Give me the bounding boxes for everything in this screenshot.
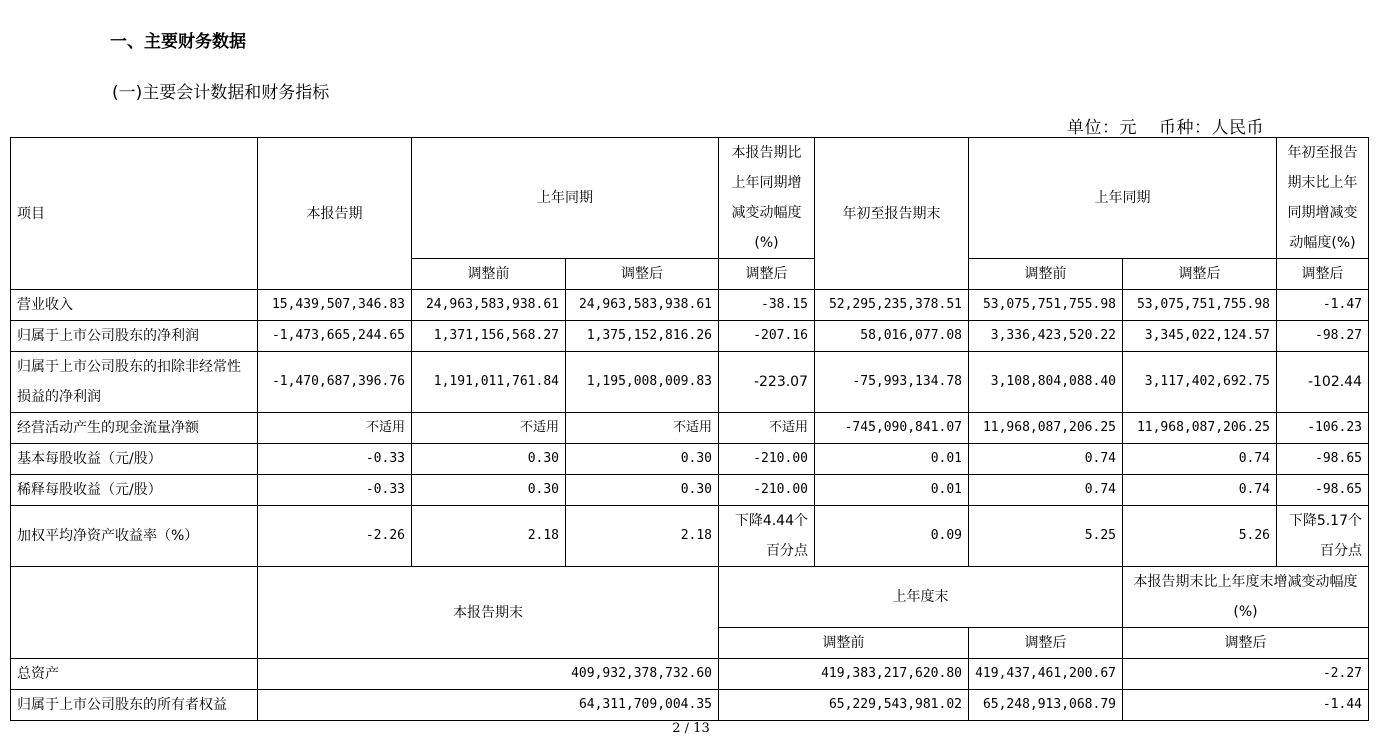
subsection-title: (一)主要会计数据和财务指标 [112,83,330,103]
row-value: 53,075,751,755.98 [969,290,1123,321]
row-value: -1,470,687,396.76 [258,352,412,413]
row-value: -1,473,665,244.65 [258,321,412,352]
row-value: 0.30 [566,444,719,475]
header-before-adj-ytd: 调整前 [969,259,1123,290]
row-value: 3,108,804,088.40 [969,352,1123,413]
currency-label: 币种：人民币 [1159,118,1264,138]
balance-item-label: 归属于上市公司股东的所有者权益 [11,690,258,721]
row-value: 11,968,087,206.25 [969,413,1123,444]
unit-label: 单位：元 [1067,118,1137,138]
balance-value: 65,229,543,981.02 [719,690,969,721]
row-value: 0.30 [412,444,566,475]
row-value: 3,345,022,124.57 [1123,321,1277,352]
row-item-label: 加权平均净资产收益率（%） [11,506,258,567]
row-value: 24,963,583,938.61 [412,290,566,321]
row-item-label: 经营活动产生的现金流量净额 [11,413,258,444]
row-value: -745,090,841.07 [815,413,969,444]
row-value: 53,075,751,755.98 [1123,290,1277,321]
balance-header-period-end: 本报告期末 [258,567,719,659]
balance-header-change: 本报告期末比上年度末增减变动幅度(%) [1123,567,1369,628]
row-value: -98.27 [1277,321,1369,352]
unit-note [1067,113,1264,138]
row-value: -223.07 [719,352,815,413]
header-after-adj: 调整后 [566,259,719,290]
table-row [11,321,1369,352]
row-value: 0.01 [815,444,969,475]
row-value: -0.33 [258,475,412,506]
header-current: 本报告期 [258,138,412,290]
row-value: -210.00 [719,444,815,475]
header-change-ytd: 年初至报告期末比上年同期增减变动幅度(%) [1277,138,1369,259]
row-value: 0.30 [566,475,719,506]
row-value: 52,295,235,378.51 [815,290,969,321]
row-value: -75,993,134.78 [815,352,969,413]
row-item-label: 营业收入 [11,290,258,321]
table-row [11,290,1369,321]
row-value: 15,439,507,346.83 [258,290,412,321]
balance-header-before-adj: 调整前 [719,628,969,659]
row-value: 0.74 [1123,475,1277,506]
row-item-label: 归属于上市公司股东的扣除非经常性损益的净利润 [11,352,258,413]
row-value: -1.47 [1277,290,1369,321]
row-value: 11,968,087,206.25 [1123,413,1277,444]
row-value: 58,016,077.08 [815,321,969,352]
row-value: 5.25 [969,506,1123,567]
row-value: 24,963,583,938.61 [566,290,719,321]
table-row [11,413,1369,444]
row-value: 不适用 [412,413,566,444]
balance-header-prior-year-end: 上年度末 [719,567,1123,628]
balance-item-label: 总资产 [11,659,258,690]
balance-value: -2.27 [1123,659,1369,690]
row-item-label: 基本每股收益（元/股） [11,444,258,475]
balance-header-after-adj: 调整后 [969,628,1123,659]
row-value: -98.65 [1277,475,1369,506]
balance-header-after-adj-change: 调整后 [1123,628,1369,659]
table-row [11,444,1369,475]
row-value: 下降5.17个百分点 [1277,506,1369,567]
table-row [11,506,1369,567]
balance-value: 419,437,461,200.67 [969,659,1123,690]
header-after-adj-change: 调整后 [719,259,815,290]
row-value: -0.33 [258,444,412,475]
row-value: 1,195,008,009.83 [566,352,719,413]
row-value: 5.26 [1123,506,1277,567]
table-row [11,475,1369,506]
row-item-label: 归属于上市公司股东的净利润 [11,321,258,352]
header-after-adj-change-ytd: 调整后 [1277,259,1369,290]
row-value: -98.65 [1277,444,1369,475]
financial-data-table [10,137,1369,721]
row-value: 1,191,011,761.84 [412,352,566,413]
balance-header-item [11,567,258,659]
row-value: 2.18 [566,506,719,567]
header-prior-same: 上年同期 [412,138,719,259]
row-value: 不适用 [719,413,815,444]
row-value: -210.00 [719,475,815,506]
balance-value: 409,932,378,732.60 [258,659,719,690]
balance-value: 419,383,217,620.80 [719,659,969,690]
row-value: -106.23 [1277,413,1369,444]
balance-value: 64,311,709,004.35 [258,690,719,721]
header-item: 项目 [11,138,258,290]
balance-value: 65,248,913,068.79 [969,690,1123,721]
balance-value: -1.44 [1123,690,1369,721]
page-number: 2 / 13 [672,721,710,736]
row-value: 2.18 [412,506,566,567]
header-ytd: 年初至报告期末 [815,138,969,290]
row-value: 0.01 [815,475,969,506]
row-value: 1,371,156,568.27 [412,321,566,352]
header-before-adj: 调整前 [412,259,566,290]
header-after-adj-ytd: 调整后 [1123,259,1277,290]
row-value: -2.26 [258,506,412,567]
row-value: 不适用 [566,413,719,444]
row-value: -102.44 [1277,352,1369,413]
row-value: 0.09 [815,506,969,567]
row-value: 3,117,402,692.75 [1123,352,1277,413]
row-value: 1,375,152,816.26 [566,321,719,352]
table-row [11,690,1369,721]
table-row [11,659,1369,690]
header-prior-same-ytd: 上年同期 [969,138,1277,259]
row-value: 3,336,423,520.22 [969,321,1123,352]
header-change-q: 本报告期比上年同期增减变动幅度(%) [719,138,815,259]
section-title: 一、主要财务数据 [110,32,246,52]
row-value: 0.74 [969,444,1123,475]
row-value: 不适用 [258,413,412,444]
row-item-label: 稀释每股收益（元/股） [11,475,258,506]
row-value: 0.74 [1123,444,1277,475]
row-value: 0.30 [412,475,566,506]
table-row [11,352,1369,413]
row-value: 0.74 [969,475,1123,506]
row-value: 下降4.44个百分点 [719,506,815,567]
row-value: -207.16 [719,321,815,352]
row-value: -38.15 [719,290,815,321]
